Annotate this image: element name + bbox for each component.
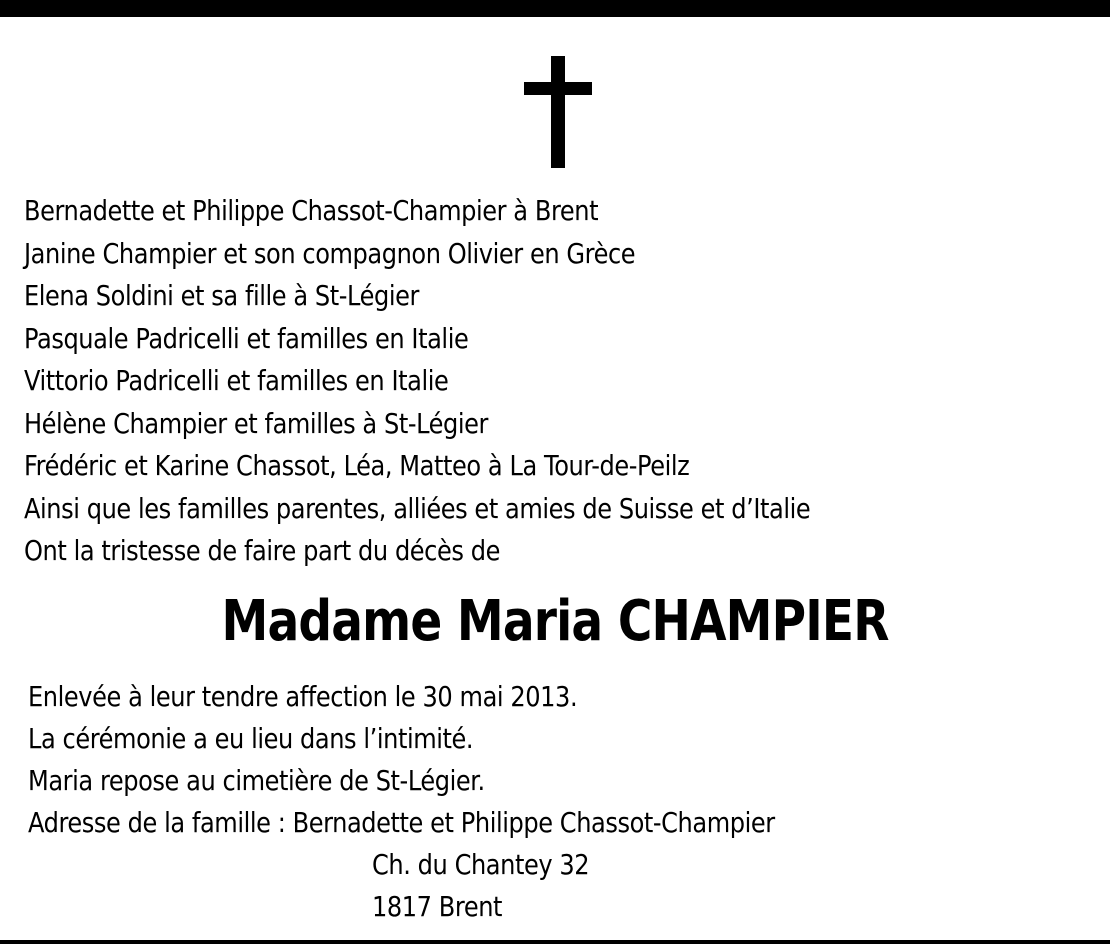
- family-list: [24, 190, 1104, 573]
- detail-line: Maria repose au cimetière de St-Légier.: [28, 764, 485, 797]
- family-line: Elena Soldini et sa fille à St-Légier: [24, 279, 419, 312]
- cross-horizontal-bar: [524, 82, 592, 95]
- family-line: Ont la tristesse de faire part du décès de: [24, 534, 500, 567]
- details-list: [28, 676, 1098, 844]
- family-line: Pasquale Padricelli et familles en Italie: [24, 321, 469, 355]
- deceased-name: Madame Maria CHAMPIER: [221, 589, 889, 654]
- family-line: Hélène Champier et familles à St-Légier: [24, 406, 489, 440]
- cross-vertical-bar: [551, 56, 565, 168]
- detail-line: Enlevée à leur tendre affection le 30 mai 2013.: [28, 680, 578, 713]
- deceased-name-heading: [0, 585, 1110, 659]
- detail-line: La cérémonie a eu lieu dans l’intimité.: [28, 722, 474, 755]
- family-address-line: Adresse de la famille : Bernadette et Philippe Chassot-Champier: [28, 806, 775, 839]
- family-line: Frédéric et Karine Chassot, Léa, Matteo à La Tour-de-Peilz: [24, 449, 690, 482]
- cross-icon: [524, 56, 592, 168]
- family-line: Ainsi que les familles parentes, alliées et amies de Suisse et d’Italie: [24, 491, 811, 525]
- address-block: [372, 844, 625, 928]
- address-street: Ch. du Chantey 32: [372, 848, 590, 881]
- address-city: 1817 Brent: [372, 890, 503, 923]
- family-line: Vittorio Padricelli et familles en Italie: [24, 364, 449, 397]
- bottom-border: [0, 940, 1110, 944]
- family-line: Janine Champier et son compagnon Olivier en Grèce: [24, 236, 636, 270]
- top-border: [0, 0, 1110, 17]
- family-line: Bernadette et Philippe Chassot-Champier à Brent: [24, 194, 599, 227]
